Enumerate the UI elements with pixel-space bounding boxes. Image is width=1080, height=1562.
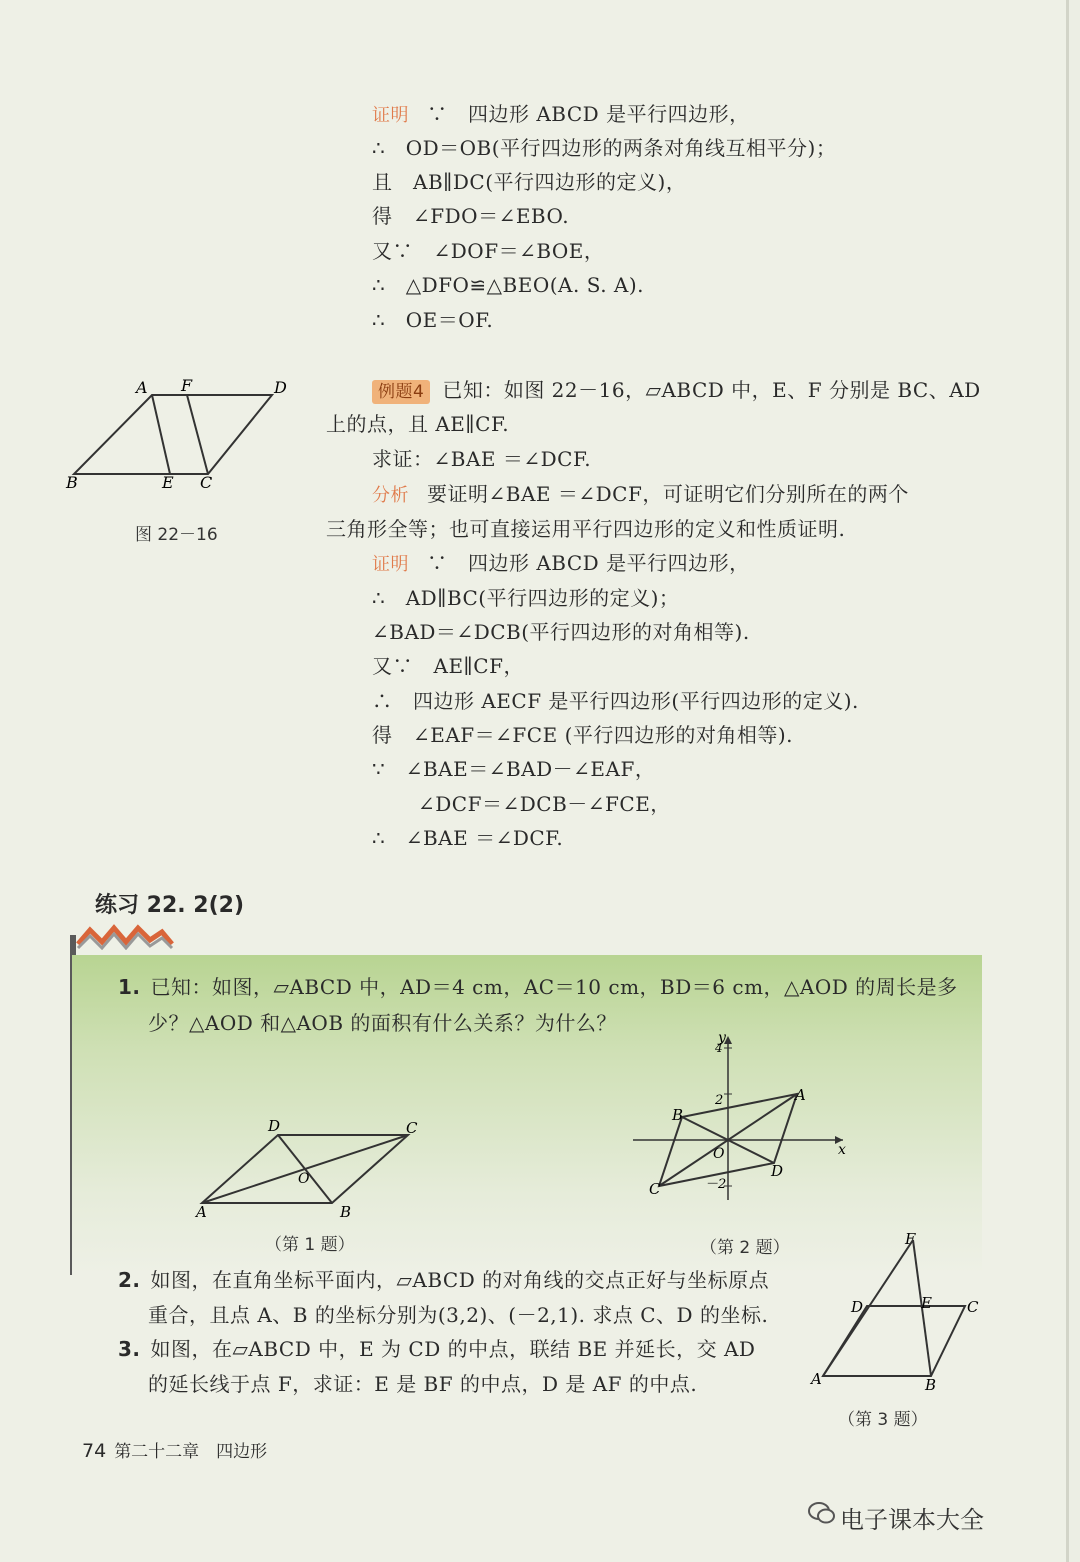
example4-line-1: 例题4 已知：如图 22－16，▱ABCD 中，E、F 分别是 BC、AD bbox=[372, 376, 981, 404]
question-3-line-2: 的延长线于点 F，求证：E 是 BF 的中点，D 是 AF 的中点. bbox=[148, 1372, 698, 1396]
fig3-label-d: D bbox=[851, 1298, 864, 1316]
fig3-label-e: E bbox=[921, 1294, 932, 1312]
question-3-line-1: 3. 如图，在▱ABCD 中，E 为 CD 的中点，联结 BE 并延长，交 AD bbox=[118, 1337, 756, 1361]
fig2-label-b: B bbox=[672, 1106, 684, 1124]
fig1-label-d: D bbox=[268, 1117, 281, 1135]
fig3-label-b: B bbox=[925, 1376, 937, 1390]
fig2-label-d: D bbox=[771, 1162, 784, 1180]
question-1-line-1: 1. 已知：如图，▱ABCD 中，AD＝4 cm，AC＝10 cm，BD＝6 cm，△AOD 的周长是多 bbox=[118, 975, 958, 999]
proof2-line-1: 证明 ∵ 四边形 ABCD 是平行四边形， bbox=[372, 551, 750, 575]
fig16-label-d: D bbox=[274, 378, 287, 397]
fig2-tick-neg2: －2 bbox=[705, 1177, 727, 1192]
fig16-label-c: C bbox=[200, 473, 213, 492]
fig2-label-c: C bbox=[649, 1180, 661, 1198]
question-1-line-2: 少？△AOD 和△AOB 的面积有什么关系？为什么？ bbox=[148, 1011, 617, 1035]
example4-line-2: 上的点，且 AE∥CF. bbox=[326, 412, 510, 436]
proof2-line-2: ∴ AD∥BC(平行四边形的定义)； bbox=[372, 586, 680, 610]
example4-line-3: 求证：∠BAE ＝∠DCF. bbox=[372, 447, 592, 471]
wechat-icon bbox=[808, 1500, 836, 1526]
fig16-label-b: B bbox=[66, 473, 78, 492]
proof2-line-7: ∵ ∠BAE＝∠BAD－∠EAF， bbox=[372, 757, 656, 781]
question-2-line-2: 重合，且点 A、B 的坐标分别为(3,2)、(－2,1). 求点 C、D 的坐标. bbox=[148, 1303, 769, 1327]
analysis-label: 分析 bbox=[372, 485, 409, 506]
proof1-line-1: 证明 ∵ 四边形 ABCD 是平行四边形， bbox=[372, 102, 750, 126]
figure-22-16-caption: 图 22－16 bbox=[135, 525, 218, 545]
example-tag: 例题4 bbox=[372, 380, 430, 404]
fig1-label-o: O bbox=[298, 1171, 310, 1187]
fig16-label-e: E bbox=[162, 473, 174, 492]
proof2-line-9: ∴ ∠BAE ＝∠DCF. bbox=[372, 826, 564, 850]
chapter-title: 第二十二章 四边形 bbox=[114, 1442, 268, 1462]
fig2-label-x: x bbox=[838, 1142, 846, 1158]
exercise-decoration-icon bbox=[76, 920, 176, 950]
exercise-figure-1 bbox=[190, 1115, 430, 1225]
proof1-line-7: ∴ OE＝OF. bbox=[372, 308, 494, 332]
proof2-line-3: ∠BAD＝∠DCB(平行四边形的对角相等). bbox=[372, 620, 750, 644]
fig3-label-f: F bbox=[905, 1230, 916, 1248]
exercise-figure-3 bbox=[805, 1230, 985, 1390]
page-footer bbox=[82, 1437, 267, 1462]
fig2-tick-2: 2 bbox=[715, 1093, 724, 1108]
fig1-label-a: A bbox=[196, 1203, 207, 1221]
page-number: 74 bbox=[82, 1440, 107, 1462]
exercise-title: 练习 22. 2(2) bbox=[95, 893, 245, 918]
fig3-label-a: A bbox=[811, 1370, 822, 1388]
proof-label: 证明 bbox=[372, 105, 409, 126]
proof-label: 证明 bbox=[372, 554, 409, 575]
question-2-line-1: 2. 如图，在直角坐标平面内，▱ABCD 的对角线的交点正好与坐标原点 bbox=[118, 1268, 770, 1292]
proof1-line-5: 又∵ ∠DOF＝∠BOE， bbox=[372, 239, 605, 263]
fig2-label-y: y bbox=[718, 1030, 726, 1046]
fig3-label-c: C bbox=[967, 1298, 979, 1316]
figure-2-caption: （第 2 题） bbox=[700, 1238, 790, 1258]
analysis-line-2: 三角形全等；也可直接运用平行四边形的定义和性质证明. bbox=[326, 517, 846, 541]
fig2-label-a: A bbox=[795, 1086, 806, 1104]
fig1-label-c: C bbox=[406, 1119, 418, 1137]
fig1-label-b: B bbox=[340, 1203, 352, 1221]
fig2-tick-4: 4 bbox=[715, 1041, 723, 1055]
figure-22-16 bbox=[60, 370, 300, 495]
fig16-label-a: A bbox=[136, 378, 148, 397]
figure-3-caption: （第 3 题） bbox=[838, 1410, 928, 1430]
figure-1-caption: （第 1 题） bbox=[265, 1235, 355, 1255]
exercise-figure-2 bbox=[625, 1030, 855, 1205]
proof2-line-5: ∴ 四边形 AECF 是平行四边形(平行四边形的定义). bbox=[372, 689, 859, 713]
proof2-line-4: 又∵ AE∥CF， bbox=[372, 654, 524, 678]
proof1-line-6: ∴ △DFO≌△BEO(A. S. A). bbox=[372, 273, 645, 297]
proof1-line-2: ∴ OD＝OB(平行四边形的两条对角线互相平分)； bbox=[372, 136, 837, 160]
proof1-line-3: 且 AB∥DC(平行四边形的定义)， bbox=[372, 170, 687, 194]
fig2-label-o: O bbox=[713, 1146, 725, 1162]
fig16-label-f: F bbox=[181, 376, 193, 395]
proof2-line-8: ∠DCF＝∠DCB－∠FCE， bbox=[418, 792, 671, 816]
proof1-line-4: 得 ∠FDO＝∠EBO. bbox=[372, 204, 570, 228]
brand-label: 电子课本大全 bbox=[840, 1506, 984, 1534]
proof2-line-6: 得 ∠EAF＝∠FCE (平行四边形的对角相等). bbox=[372, 723, 794, 747]
analysis-line-1: 分析 要证明∠BAE ＝∠DCF，可证明它们分别所在的两个 bbox=[372, 482, 909, 506]
